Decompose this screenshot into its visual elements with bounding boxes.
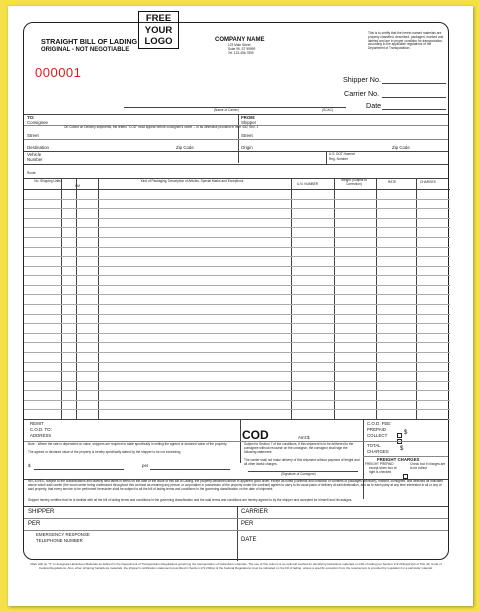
total-charges-label: CHARGES <box>367 449 389 454</box>
freight-prepaid-label: FREIGHT PREPAID <box>365 462 394 466</box>
cod-big-label: COD <box>242 428 269 442</box>
table-row[interactable] <box>24 409 450 410</box>
table-row[interactable] <box>24 199 450 200</box>
logo-placeholder <box>138 11 179 49</box>
emergency-response-label: EMERGENCY RESPONSE <box>36 532 90 537</box>
table-column-divider <box>98 178 99 419</box>
table-column-divider <box>376 178 377 419</box>
origin-zip-label[interactable]: Zip Code <box>392 145 410 150</box>
table-row[interactable] <box>24 381 450 382</box>
form-number: 000001 <box>35 65 82 80</box>
company-name: COMPANY NAME <box>215 37 265 43</box>
vehicle-label: Vehicle <box>27 152 42 157</box>
route-label[interactable]: Route <box>27 171 36 175</box>
to-label: TO: <box>27 115 35 120</box>
logo-line-3: LOGO <box>144 36 173 47</box>
table-row[interactable] <box>24 227 450 228</box>
shipper-no-field[interactable] <box>382 83 446 84</box>
prepaid-label: PREPAID <box>367 427 386 432</box>
declared-value-dollar[interactable]: $ <box>28 463 31 468</box>
hazmat-reg-label[interactable]: Reg. Number <box>329 157 348 161</box>
logo-line-1: FREE <box>145 13 172 24</box>
col-header-weight: Weight (Subject to Correction) <box>341 178 367 186</box>
remit-label: REMIT <box>30 421 44 426</box>
table-column-divider <box>61 178 62 419</box>
hazmat-footnote: Mark with an "X" to designate Hazardous Materials as defined in the Department of Transportation Regulations governing the transportation of hazardous materials. The use of this column is an optional method for identifying hazardous materials on bills of lading per Section 172.201(a)(1)(iii) of Title 49, Code of Federal Regulations. Also, when shipping hazardous materials, the shipper's certification statement prescribed in Section 172.204(a) of the Federal Regulations must be indicated on the bill of lading, unless a specific exception from the requirement is provided by regulation for a particular material. <box>30 562 442 570</box>
section7-text: Subject to Section 7 of the conditions, if this shipment is to be delivered to the consignee without recourse on the consignor, the consignor shall sign the following statement: <box>244 442 354 454</box>
col-header-charges: CHARGES <box>420 180 436 184</box>
shipper-label[interactable]: Shipper <box>241 120 257 125</box>
shipper-signature-label[interactable]: SHIPPER <box>28 509 55 515</box>
table-column-divider <box>76 178 77 419</box>
carrier-name-label: (Name of Carrier) <box>214 108 239 112</box>
logo-line-2: YOUR <box>144 24 173 36</box>
table-column-divider <box>416 178 417 419</box>
table-column-divider <box>334 178 335 419</box>
cod-to-label: C.O.D. TO: <box>30 427 52 432</box>
telephone-number-label[interactable]: TELEPHONE NUMBER <box>36 538 83 543</box>
company-address-line-3: Tel: 123-456-7890 <box>228 51 254 55</box>
table-row[interactable] <box>24 304 450 305</box>
carrier-no-field[interactable] <box>382 97 446 98</box>
items-table <box>24 178 450 419</box>
destination-label[interactable]: Destination <box>27 145 49 150</box>
freight-prepaid-note: except when box at right is checked <box>369 466 397 474</box>
company-address-line-2: Suite 99, ST 99999 <box>228 47 256 51</box>
freight-charges-label: FREIGHT CHARGES <box>377 457 420 462</box>
shipper-certifies-text: Shipper hereby certifies that he is familiar with all the bill of lading terms and conditions in the governing classification and the said terms and conditions are hereby agreed to by the shipper and accepted for himself and his assigns. <box>28 498 353 502</box>
origin-label[interactable]: Origin <box>241 145 253 150</box>
collect-label: COLLECT <box>367 433 388 438</box>
table-row[interactable] <box>24 218 450 219</box>
col-header-hm: HM <box>75 184 80 188</box>
table-row[interactable] <box>24 266 450 267</box>
cod-fee-dollar: $ <box>404 430 408 436</box>
table-row[interactable] <box>24 285 450 286</box>
carrier-date-label[interactable]: DATE <box>241 537 257 543</box>
shipper-per-label[interactable]: PER <box>28 521 41 527</box>
table-header-divider <box>24 189 450 190</box>
bill-of-lading-form <box>23 13 449 560</box>
destination-zip-label[interactable]: Zip Code <box>176 145 194 150</box>
table-row[interactable] <box>24 294 450 295</box>
carrier-signature-label[interactable]: CARRIER <box>241 509 269 515</box>
consignor-signature-label: (Signature of Consignor) <box>281 472 316 476</box>
certification-text: This is to certify that the herein named materials are properly classified, described, packaged, marked and labeled and are in proper condition for transportation, according to the applicable regulations of the Department of Transportation. <box>368 31 444 51</box>
note-value-text: Note - Where the rate is dependent on value, shippers are required to state specifically in writing the agreed or declared value of the property. <box>28 442 228 446</box>
hazmat-label: U.S. DOT Hazmat <box>329 152 355 156</box>
received-terms-text: RECEIVED, subject to the classifications and lawfully filed tariffs in effect on the date of the issue of this Bill of Lading, the property described above in apparent good order, except as noted (contents and condition of contents of packages unknown), marked, consigned, and destined as indicated above which said carrier (the word carrier being understood throughout this contract as meaning any person or corporation in possession of the property under the contract) agrees to carry to its usual place of delivery at said destination, and as to each party at any time interested in all or any of said property, that every service to be performed hereunder shall be subject to all the bill of lading terms and conditions in the governing classification on the date of shipment. <box>28 479 444 491</box>
table-row[interactable] <box>24 390 450 391</box>
consignee-street-label[interactable]: Street <box>27 133 39 138</box>
shipper-no-label: Shipper No. <box>343 75 381 84</box>
table-row[interactable] <box>24 352 450 353</box>
shipper-street-label[interactable]: Street <box>241 133 253 138</box>
total-charges-dollar[interactable]: $ <box>400 446 404 452</box>
table-row[interactable] <box>24 247 450 248</box>
col-header-un-number: U.N. NUMBER <box>297 182 319 186</box>
company-address-line-1: 123 Main Street <box>228 43 251 47</box>
table-row[interactable] <box>24 400 450 401</box>
table-row[interactable] <box>24 275 450 276</box>
table-row[interactable] <box>24 371 450 372</box>
date-label: Date <box>366 101 382 110</box>
form-title: STRAIGHT BILL OF LADING <box>41 37 138 46</box>
table-row[interactable] <box>24 314 450 315</box>
vehicle-number-label[interactable]: Number <box>27 157 43 162</box>
date-field[interactable] <box>382 109 446 110</box>
table-row[interactable] <box>24 323 450 324</box>
cod-fee-label: C.O.D. FEE: <box>367 421 392 426</box>
cod-note: On Collect on Delivery shipments, the letters "COD" must appear before consignee's name -- or as otherwise provided in Item 430, Sec. 1 <box>64 125 259 129</box>
table-row[interactable] <box>24 362 450 363</box>
scac-label: (SCAC) <box>322 108 333 112</box>
table-row[interactable] <box>24 333 450 334</box>
carrier-per-label[interactable]: PER <box>241 521 254 527</box>
total-label: TOTAL <box>367 443 381 448</box>
declared-value-per[interactable]: per <box>142 463 149 468</box>
carrier-no-label: Carrier No. <box>344 89 380 98</box>
from-label: FROM: <box>241 115 256 120</box>
collect-box-note: Check box if charges are to be collect <box>410 462 446 470</box>
consignee-label[interactable]: Consignee <box>27 120 48 125</box>
agreed-value-text: The agreed or declared value of the property is hereby specifically stated by the shipper to be not exceeding <box>28 450 181 454</box>
form-subtitle: ORIGINAL - NOT NEGOTIABLE <box>41 47 130 53</box>
table-column-divider <box>291 178 292 419</box>
cod-amount-label[interactable]: Amt:$ <box>298 435 310 440</box>
table-row[interactable] <box>24 342 450 343</box>
col-header-description: Kind of Packaging, Description of Articles, Special Marks and Exceptions <box>140 179 244 183</box>
cod-address-label[interactable]: ADDRESS <box>30 433 52 438</box>
col-header-units: No. Shipping Units <box>34 179 61 183</box>
col-header-rate: RATE <box>388 180 397 184</box>
table-row[interactable] <box>24 256 450 257</box>
table-row[interactable] <box>24 237 450 238</box>
table-row[interactable] <box>24 208 450 209</box>
carrier-shall-text: The carrier shall not make delivery of this shipment without payment of freight and all other lawful charges. <box>244 458 360 466</box>
